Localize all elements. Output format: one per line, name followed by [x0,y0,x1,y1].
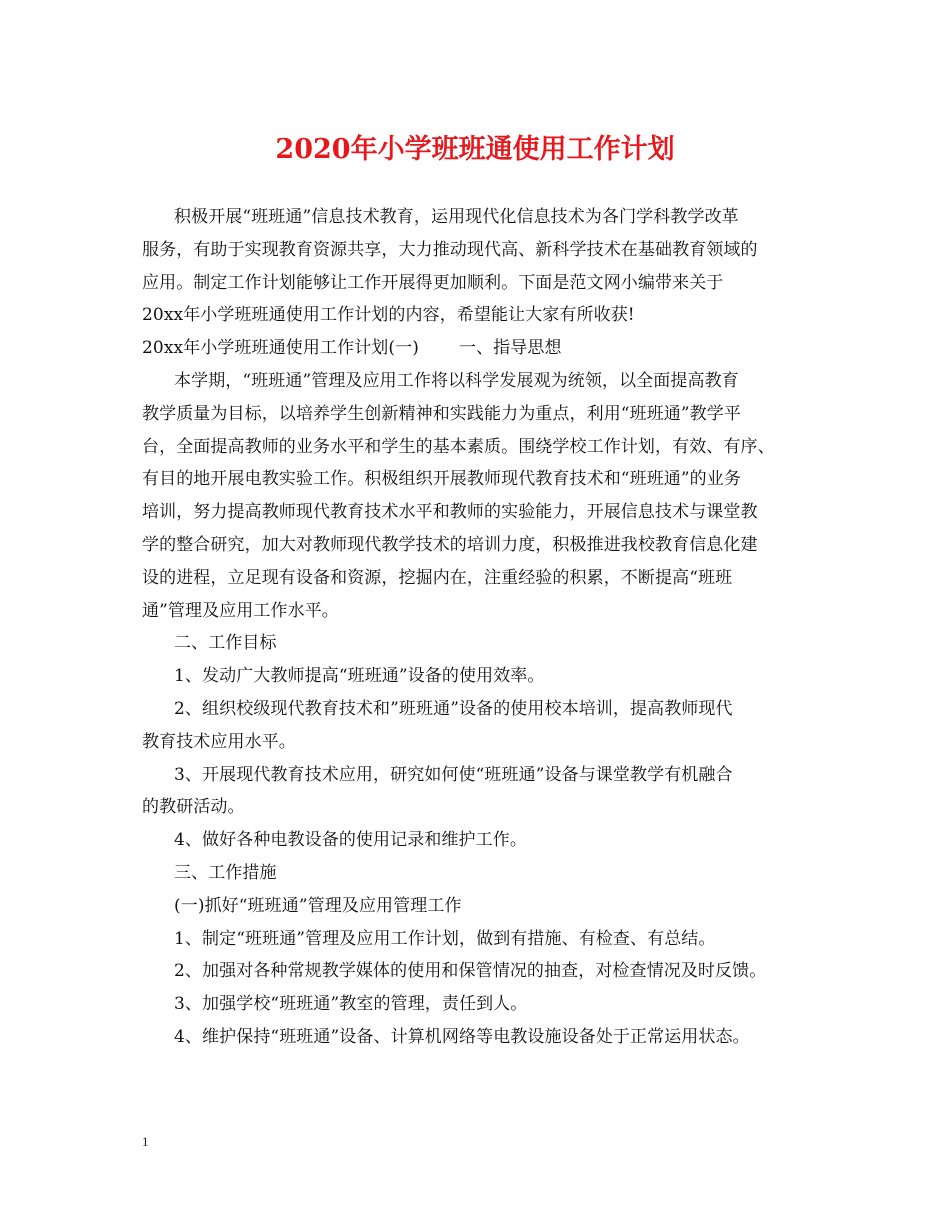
subsection-heading: (一)抓好“班班通”管理及应用管理工作 [174,895,462,916]
list-item: 4、维护保持“班班通”设备、计算机网络等电教设施设备处于正常运用状态。 [174,1026,750,1047]
list-item: 1、发动广大教师提高“班班通”设备的使用效率。 [174,666,545,687]
document-body [142,201,812,1054]
subheading-text: 20xx年小学班班通使用工作计划(一) [142,338,419,359]
paragraph-line: 设的进程，立足现有设备和资源，挖掘内在，注重经验的积累，不断提高“班班 [142,567,733,588]
section-heading: 三、工作措施 [174,862,277,883]
list-item-continuation: 的教研活动。 [142,797,245,818]
section-heading: 一、指导思想 [458,338,562,359]
list-item: 4、做好各种电教设备的使用记录和维护工作。 [174,830,527,851]
paragraph-line: 通”管理及应用工作水平。 [142,600,339,621]
page-number: 1 [142,1134,149,1149]
list-item: 2、加强对各种常规教学媒体的使用和保管情况的抽查，对检查情况及时反馈。 [174,961,767,982]
list-item: 3、加强学校“班班通”教室的管理，责任到人。 [174,994,528,1015]
paragraph-line: 积极开展“班班通”信息技术教育，运用现代化信息技术为各门学科教学改革 [174,207,739,227]
list-item: 2、组织校级现代教育技术和”班班通”设备的使用校本培训，提高教师现代 [174,698,733,719]
list-item-continuation: 教育技术应用水平。 [142,731,296,752]
list-item: 3、开展现代教育技术应用，研究如何使“班班通”设备与课堂教学有机融合 [174,764,733,785]
paragraph-line: 台，全面提高教师的业务水平和学生的基本素质。围绕学校工作计划，有效、有序、 [142,436,775,457]
paragraph-line: 20xx年小学班班通使用工作计划的内容，希望能让大家有所收获! [142,305,635,326]
paragraph-line: 服务，有助于实现教育资源共享，大力推动现代高、新科学技术在基础教育领域的 [142,239,758,260]
paragraph-line: 培训，努力提高教师现代教育技术水平和教师的实验能力，开展信息技术与课堂教 [142,502,758,523]
paragraph-line: 应用。制定工作计划能够让工作开展得更加顺利。下面是范文网小编带来关于 [142,272,724,293]
paragraph-line: 学的整合研究，加大对教师现代教学技术的培训力度，积极推进我校教育信息化建 [142,534,758,555]
list-item: 1、制定“班班通”管理及应用工作计划，做到有措施、有检查、有总结。 [174,928,716,949]
paragraph-line: 有目的地开展电教实验工作。积极组织开展教师现代教育技术和“班班通”的业务 [142,469,741,490]
document-title: 2020年小学班班通使用工作计划 [275,134,675,165]
section-heading: 二、工作目标 [174,633,277,654]
paragraph-line: 本学期，“班班通”管理及应用工作将以科学发展观为统领，以全面提高教育 [174,370,739,391]
paragraph-line: 教学质量为目标，以培养学生创新精神和实践能力为重点，利用“班班通”教学平 [142,403,741,424]
subheading-line [142,332,812,365]
